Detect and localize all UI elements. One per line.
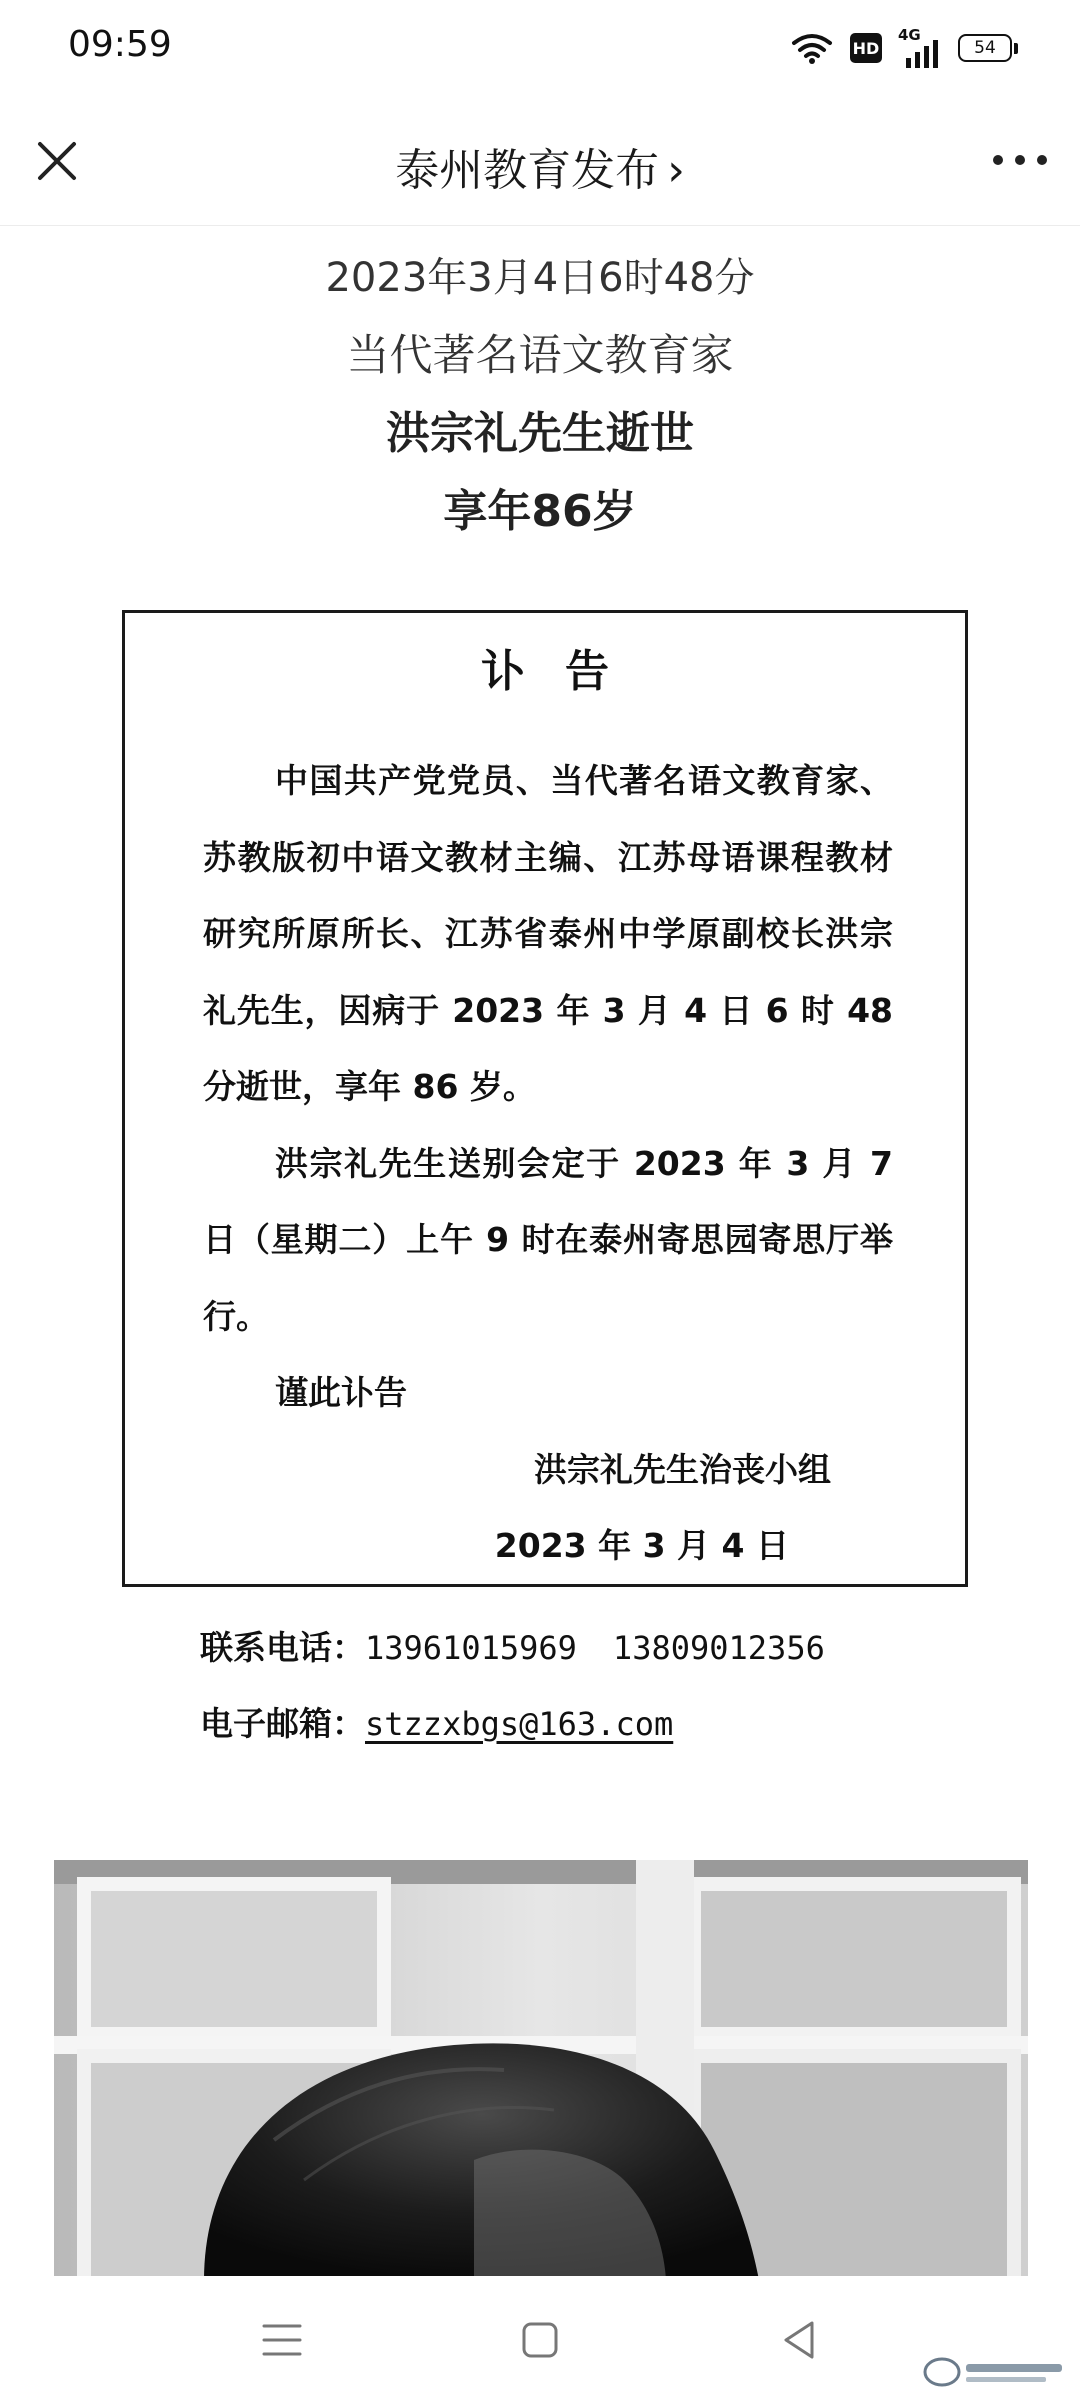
email-label: 电子邮箱： [200,1704,365,1743]
battery-icon [958,34,1018,62]
headline [0,250,1080,540]
obituary-notice [122,610,968,1587]
signal-icon [904,38,940,68]
headline-date: 2023年3月4日6时48分 [325,255,755,301]
back-icon[interactable] [774,2314,826,2366]
notice-paragraph-2: 洪宗礼先生送别会定于 2023 年 3 月 7 日（星期二）上午 9 时在泰州寄思园寄思厅举行。 [203,1143,893,1336]
contact-email [200,1698,673,1745]
portrait-photo[interactable] [54,1860,1028,2280]
account-name[interactable]: 泰州教育发布 [395,145,660,196]
phone-label: 联系电话： [200,1628,365,1667]
phone-number-1[interactable]: 13961015969 [365,1629,577,1667]
account-title[interactable] [0,134,1080,198]
home-icon[interactable] [514,2314,566,2366]
watermark-logo [922,2352,1072,2392]
signal-indicator [898,28,942,68]
email-link[interactable]: stzzxbgs@163.com [365,1705,674,1743]
system-nav-bar [0,2276,1080,2400]
battery-cap [1014,43,1018,54]
network-type-label: 4G [898,26,921,44]
notice-signatory: 洪宗礼先生治丧小组 [534,1449,831,1489]
article-content [0,226,1080,1743]
status-bar [0,0,1080,96]
notice-title: 讣告 [481,646,649,697]
notice-paragraph-1: 中国共产党党员、当代著名语文教育家、苏教版初中语文教材主编、江苏母语课程教材研究所原所长、江苏省泰州中学原副校长洪宗礼先生，因病于 2023 年 3 月 4 日 6 时 48 分逝世，享年 86 岁。 [203,761,893,1106]
menu-icon[interactable] [256,2314,308,2366]
notice-date: 2023 年 3 月 4 日 [494,1526,789,1565]
notice-body [203,743,893,1585]
battery-level: 54 [958,34,1012,62]
more-icon[interactable] [990,150,1050,170]
status-icons [790,26,1018,70]
headline-age: 享年86岁 [443,486,637,537]
status-time: 09:59 [68,24,172,65]
wifi-icon [790,31,834,65]
contact-phone [200,1622,825,1669]
hd-badge: HD [850,33,882,63]
headline-subtitle: 当代著名语文教育家 [346,331,734,381]
headline-main: 洪宗礼先生逝世 [386,408,694,459]
app-nav-bar [0,96,1080,226]
notice-closing: 谨此讣告 [275,1373,407,1412]
chevron-right-icon[interactable]: › [667,145,685,196]
phone-number-2[interactable]: 13809012356 [612,1629,825,1667]
